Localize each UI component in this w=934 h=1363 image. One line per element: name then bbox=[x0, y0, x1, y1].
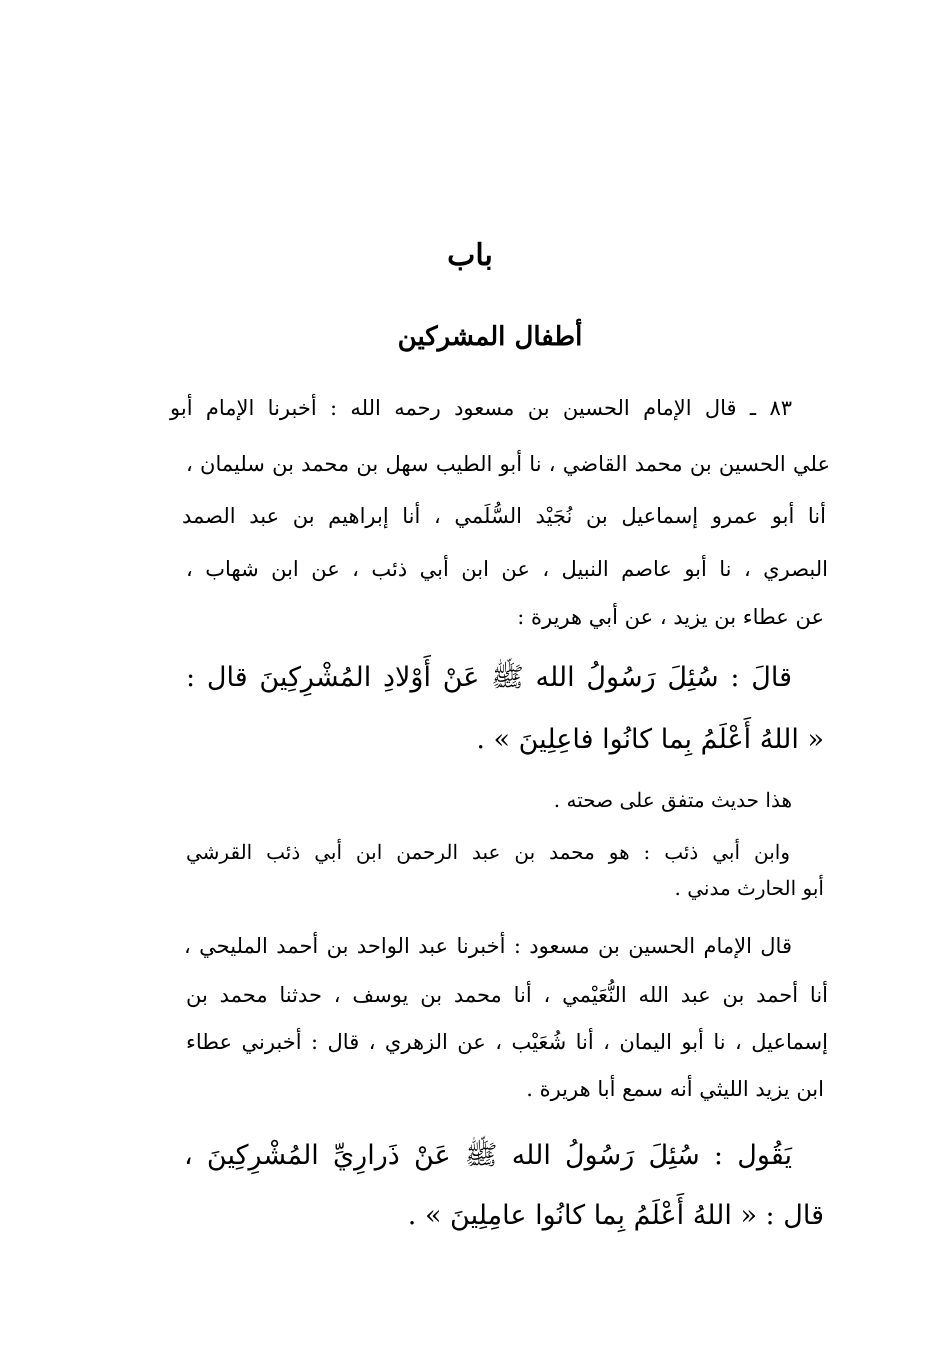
narrator-note: وابن أبي ذئب : هو محمد بن عبد الرحمن ابن أبي ذئب القرشي bbox=[186, 840, 790, 864]
hadith-grade: هذا حديث متفق على صحته . bbox=[553, 788, 792, 812]
isnad-line: ابن يزيد الليثي أنه سمع أبا هريرة . bbox=[526, 1077, 824, 1101]
isnad-line: علي الحسين بن محمد القاضي ، نا أبو الطيب سهل بن محمد بن سليمان ، bbox=[186, 452, 830, 476]
hadith-text: يَقُول : سُئِلَ رَسُولُ الله ﷺ عَنْ ذَرارِيِّ المُشْرِكِينَ ، bbox=[184, 1140, 792, 1171]
isnad-line: قال الإمام الحسين بن مسعود : أخبرنا عبد الواحد بن أحمد المليحي ، bbox=[184, 934, 792, 958]
isnad-line: عن عطاء بن يزيد ، عن أبي هريرة : bbox=[517, 605, 824, 629]
chapter-heading: باب bbox=[447, 238, 493, 273]
isnad-line: ٨٣ ـ قال الإمام الحسين بن مسعود رحمه الله : أخبرنا الإمام أبو bbox=[170, 396, 792, 420]
hadith-text: قالَ : سُئِلَ رَسُولُ الله ﷺ عَنْ أَوْلادِ المُشْرِكِينَ قال : bbox=[186, 662, 792, 693]
narrator-note: أبو الحارث مدني . bbox=[674, 876, 824, 900]
isnad-line: أنا أحمد بن عبد الله النُّعَيْمي ، أنا محمد بن يوسف ، حدثنا محمد بن bbox=[186, 983, 828, 1007]
isnad-line: أنا أبو عمرو إسماعيل بن نُجَيْد السُّلَمي ، أنا إبراهيم بن عبد الصمد bbox=[182, 504, 826, 528]
chapter-title: أطفال المشركين bbox=[397, 322, 583, 352]
hadith-text: « اللهُ أَعْلَمُ بِما كانُوا فاعِلِينَ » . bbox=[476, 724, 824, 755]
hadith-text: قال : « اللهُ أَعْلَمُ بِما كانُوا عامِلِينَ » . bbox=[407, 1200, 824, 1231]
isnad-line: البصري ، نا أبو عاصم النبيل ، عن ابن أبي ذئب ، عن ابن شهاب ، bbox=[186, 557, 828, 581]
isnad-line: إسماعيل ، نا أبو اليمان ، أنا شُعَيْب ، عن الزهري ، قال : أخبرني عطاء bbox=[186, 1030, 828, 1054]
